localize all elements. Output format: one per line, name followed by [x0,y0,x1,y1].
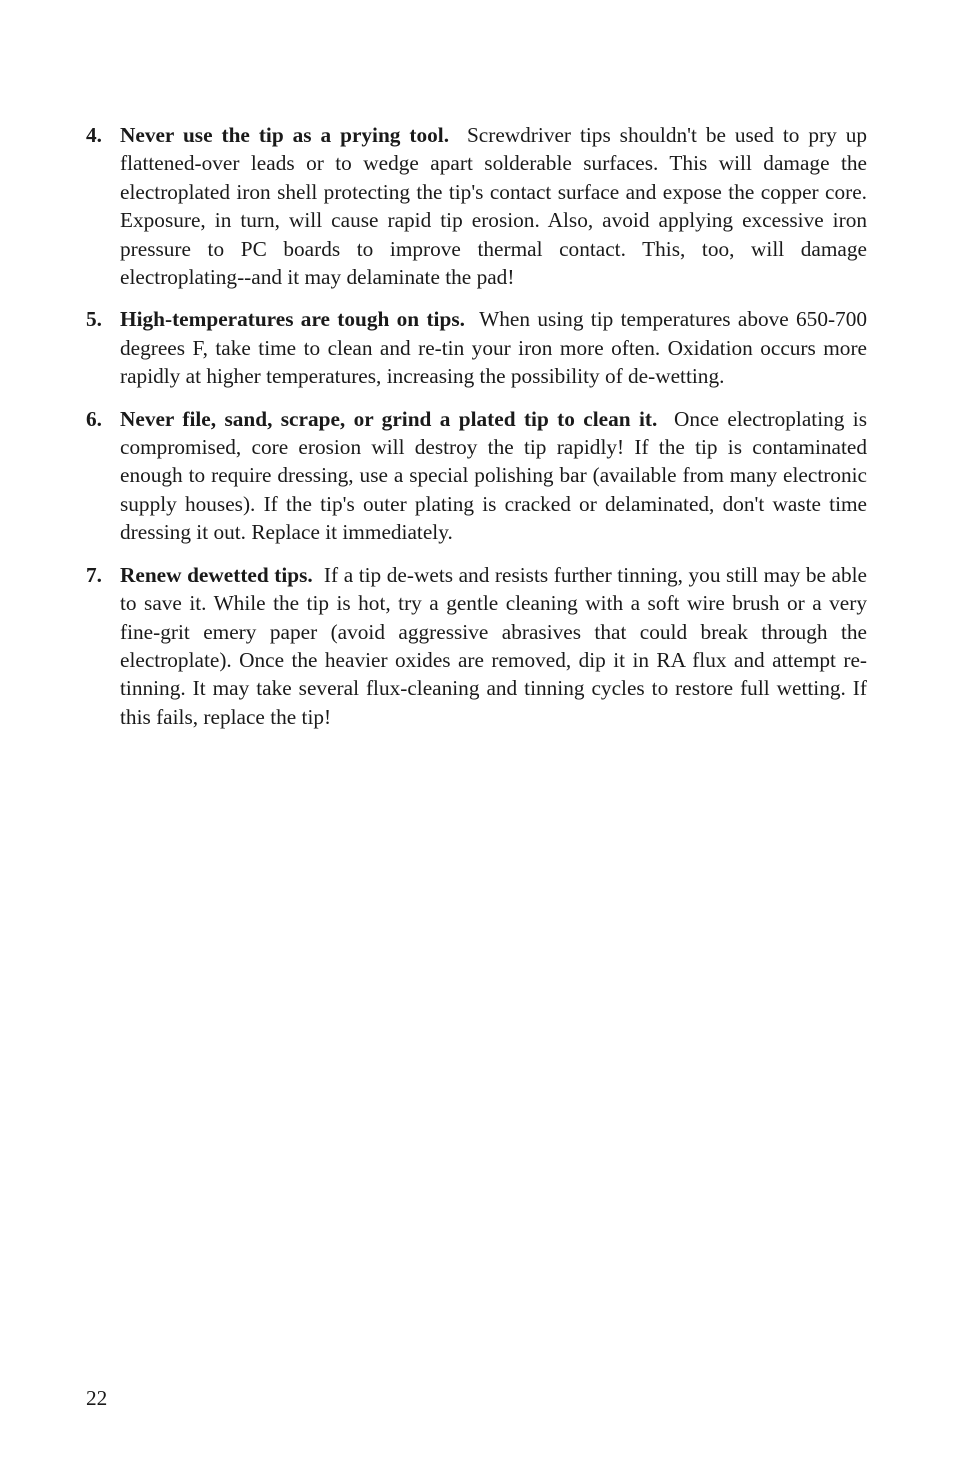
item-heading: High-temperatures are tough on tips. [120,307,465,332]
tip-care-list [86,121,867,745]
list-item [86,405,867,547]
item-body: When using tip temperatures above 650-700 degrees F, take time to clean and re-tin your iron more often. Oxidation occurs more rapidly at higher temperatures, increasing the possibility of de-wetting. [120,307,868,389]
item-body: If a tip de-wets and resists further tinning, you still may be able to save it. While the tip is hot, try a gentle cleaning with a soft wire brush or a very fine-grit emery paper (avoid aggressive abrasives that could break through the electroplate). Once the heavier oxides are removed, dip it in RA flux and attempt re-tinning. It may take several flux-cleaning and tinning cycles to restore full wetting. If this fails, replace the tip! [120,562,867,729]
item-body: Screwdriver tips shouldn't be used to pry up flattened-over leads or to wedge apart solderable surfaces. This will damage the electroplated iron shell protecting the tip's contact surface and expose the copper core. Exposure, in turn, will cause rapid tip erosion. Also, avoid applying excessive iron pressure to PC boards to improve thermal contact. This, too, will damage electroplating--and it may delaminate the pad! [120,123,868,290]
item-number: 6. [86,406,102,431]
list-item [86,121,867,291]
list-item [86,561,867,731]
item-heading: Never file, sand, scrape, or grind a plated tip to clean it. [120,406,658,431]
item-number: 7. [86,562,102,587]
list-item [86,305,867,390]
item-heading: Renew dewetted tips. [120,562,313,587]
page-number: 22 [86,1386,108,1410]
item-number: 5. [86,307,102,332]
item-body: Once electroplating is compromised, core erosion will destroy the tip rapidly! If the tip is contaminated enough to require dressing, use a special polishing bar (available from many electronic supply houses). If the tip's outer plating is cracked or delaminated, don't waste time dressing it out. Replace it immediately. [120,406,868,545]
item-number: 4. [86,123,102,147]
item-heading: Never use the tip as a prying tool. [120,123,450,147]
